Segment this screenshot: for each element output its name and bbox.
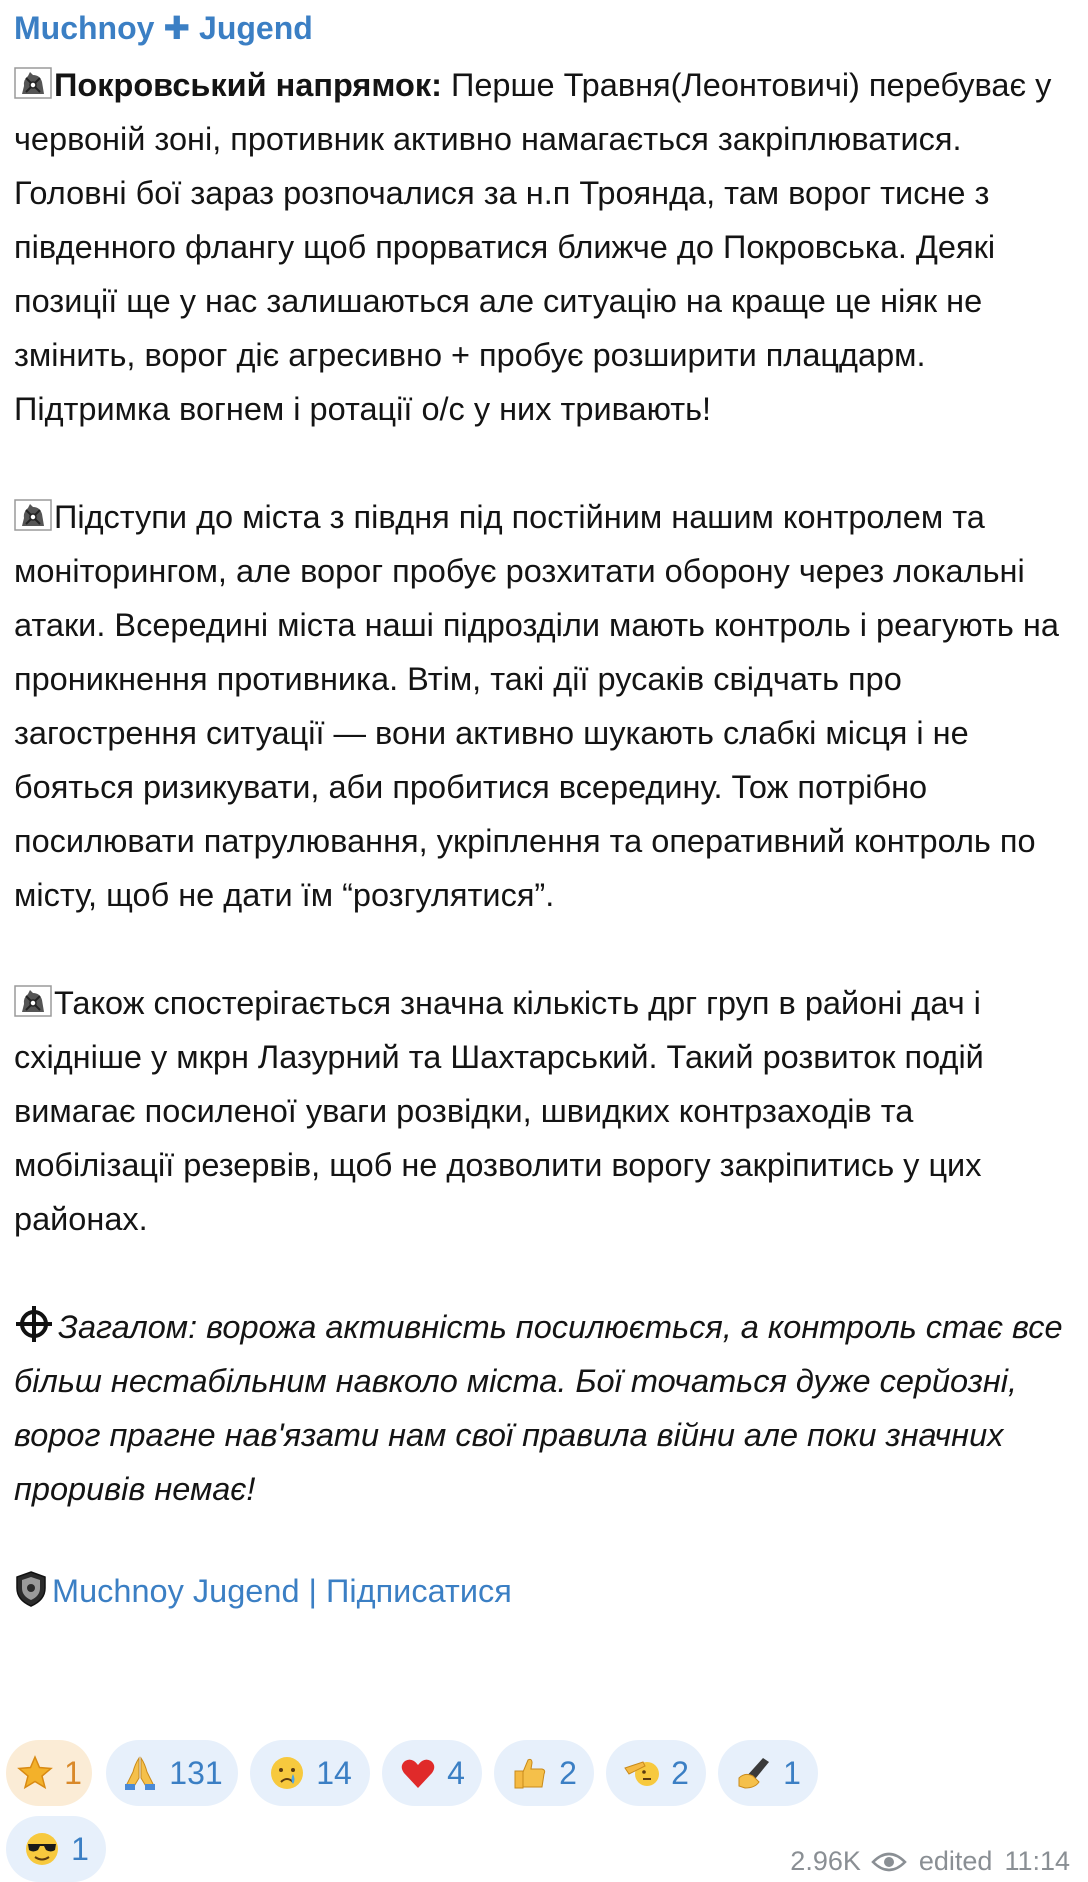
reaction-thumbs-up[interactable] [494,1740,594,1806]
edited-label: edited [918,1846,993,1876]
saluting-face-emoji-icon [623,1754,661,1792]
message-time: 11:14 [1004,1846,1070,1876]
paragraph-3 [14,976,1074,1246]
message-meta [790,1846,1070,1877]
reaction-count: 4 [447,1755,465,1791]
knight-chess-emoji-icon [14,498,52,532]
reaction-count: 2 [559,1755,577,1791]
thumbs-up-emoji-icon [511,1754,549,1792]
reaction-crying[interactable] [250,1740,370,1806]
paragraph-3-text: Також спостерігається значна кількість дрг груп в районі дач і східніше у мкрн Лазурний та Шахтарський. Такий розвиток подій вимагає посиленої уваги розвідки, швидких контрзаходів та мобілізації резервів, щоб не дозволити ворогу закріпитись у цих районах. [14,985,984,1237]
shield-icon [14,1570,48,1608]
knight-chess-emoji-icon [14,984,52,1018]
reaction-count: 2 [671,1755,689,1791]
reaction-pray[interactable] [106,1740,238,1806]
message-text [14,58,1074,1618]
subscribe-link[interactable]: Muchnoy Jugend | Підписатися [52,1573,512,1609]
paragraph-4 [14,1300,1074,1516]
knight-chess-emoji-icon [14,66,52,100]
channel-name[interactable]: Muchnoy ✚ Jugend [14,10,313,46]
red-heart-emoji-icon [399,1754,437,1792]
reaction-count: 131 [169,1755,223,1791]
paragraph-2 [14,490,1074,922]
views-count: 2.96K [790,1846,861,1876]
crosshair-icon [14,1304,54,1344]
reaction-count: 1 [71,1831,89,1867]
reaction-salute[interactable] [606,1740,706,1806]
reaction-writing-hand[interactable] [718,1740,818,1806]
reaction-count: 14 [316,1755,352,1791]
paragraph-1-text-2: Підтримка вогнем і ротації о/с у них тривають! [14,391,712,427]
reaction-heart[interactable] [382,1740,482,1806]
reaction-sunglasses[interactable] [6,1816,106,1882]
eye-icon [871,1850,907,1874]
pray-emoji-icon [121,1754,159,1792]
reaction-count: 1 [64,1755,82,1791]
paragraph-1 [14,58,1074,436]
paragraph-2-text: Підступи до міста з півдня під постійним нашим контролем та моніторингом, але ворог пробує розхитати оборону через локальні атаки. Всередині міста наші підрозділи мають контроль і реагують на проникнення противника. Втім, такі дії русаків свідчать про загострення ситуації — вони активно шукають слабкі місця і не бояться ризикувати, аби пробитися всередину. Тож потрібно посилювати патрулювання, укріплення та оперативний контроль по місту, щоб не дати їм “розгулятися”. [14,499,1059,913]
reaction-star[interactable] [6,1740,92,1806]
crying-face-emoji-icon [268,1754,306,1792]
paragraph-1-text: Перше Травня(Леонтовичі) перебуває у червоній зоні, противник активно намагається закріплюватися. Головні бої зараз розпочалися за н.п Троянда, там ворог тисне з південного флангу щоб прорватися ближче до Покровська. Деякі позиції ще у нас залишаються але ситуацію на краще це ніяк не змінить, ворог діє агресивно + пробує розширити плацдарм. [14,67,1052,373]
writing-hand-emoji-icon [735,1754,773,1792]
star-icon [16,1754,54,1792]
reaction-count: 1 [783,1755,801,1791]
direction-heading: Покровський напрямок: [54,67,442,103]
paragraph-4-text: Загалом: ворожа активність посилюється, а контроль стає все більш нестабільним навколо міста. Бої точаться дуже серйозні, ворог прагне нав'язати нам свої правила війни але поки значних проривів немає! [14,1309,1063,1507]
sunglasses-face-emoji-icon [23,1830,61,1868]
signature [14,1564,1074,1618]
